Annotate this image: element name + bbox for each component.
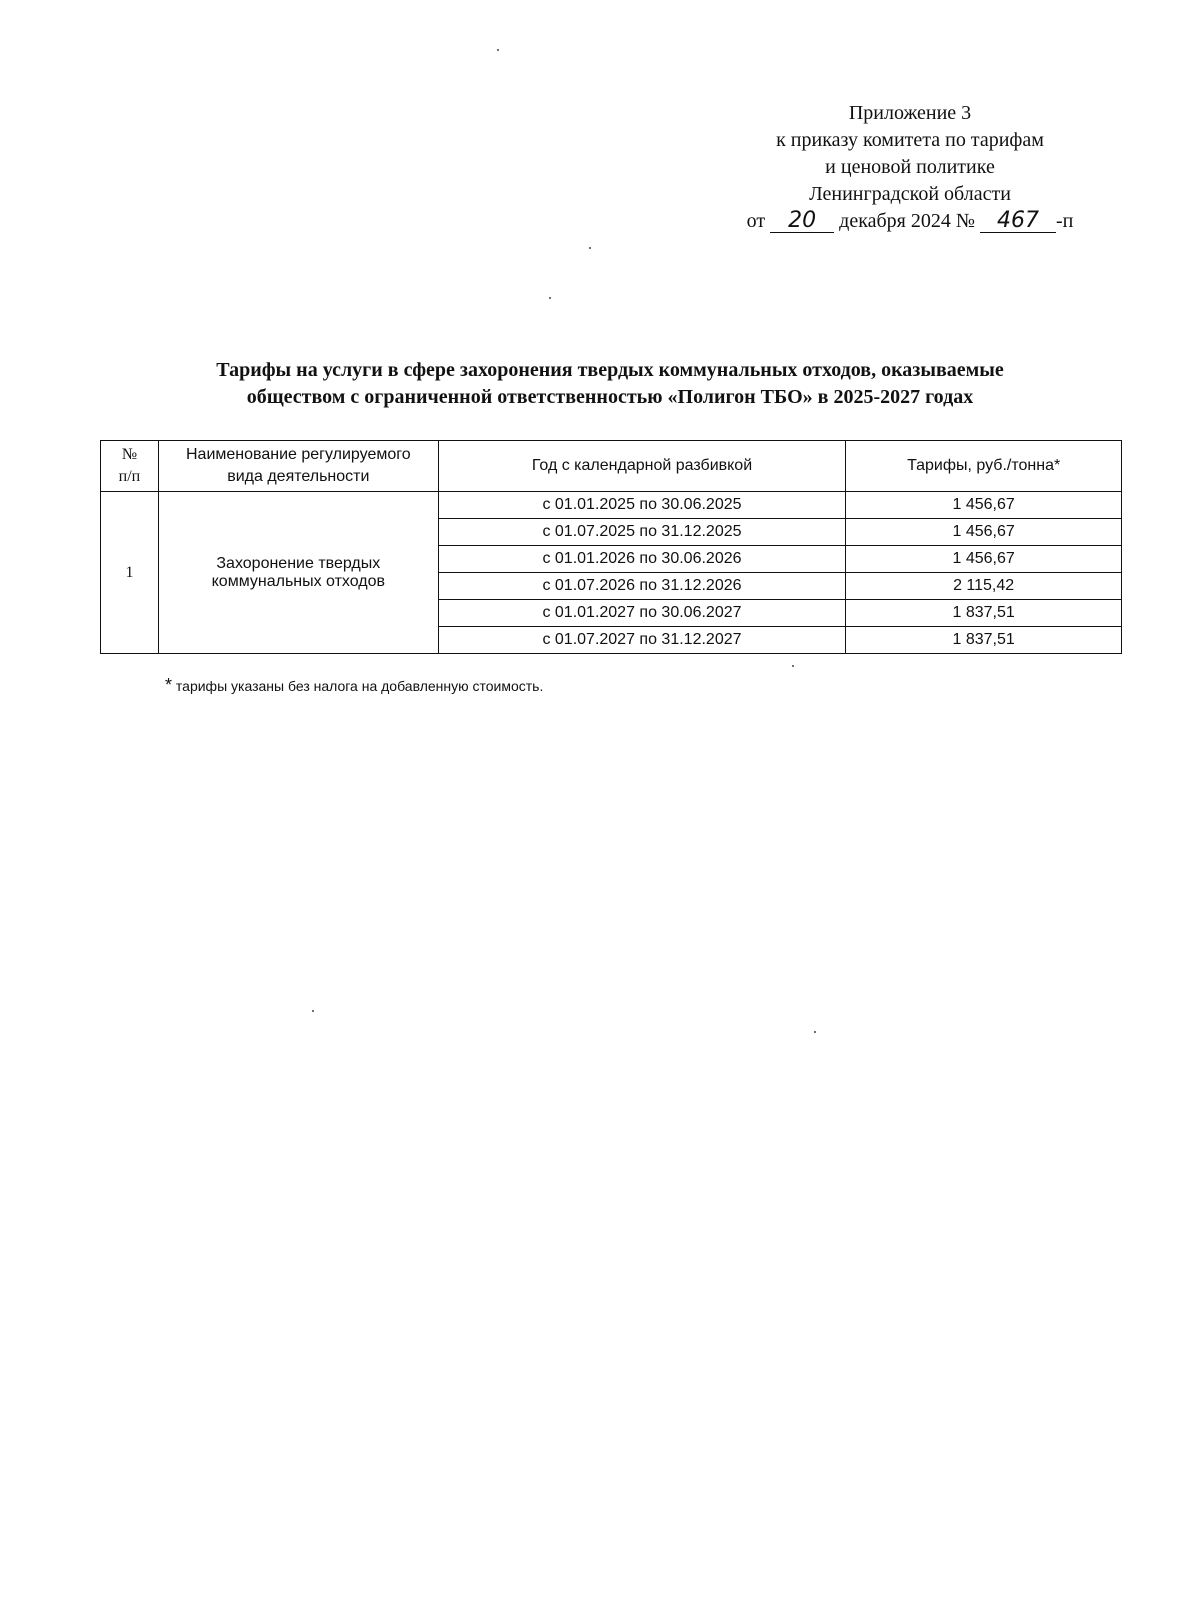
tariff-value-cell: 1 456,67 — [846, 519, 1122, 546]
document-title — [100, 357, 1120, 411]
order-date-line — [700, 208, 1120, 235]
table-row — [101, 492, 1122, 519]
tariff-value-cell: 1 837,51 — [846, 627, 1122, 654]
scan-speck — [497, 49, 499, 51]
period-cell: с 01.01.2027 по 30.06.2027 — [438, 600, 846, 627]
scan-speck — [312, 1010, 314, 1012]
period-cell: с 01.01.2026 по 30.06.2026 — [438, 546, 846, 573]
scan-speck — [589, 247, 591, 249]
header-tariff: Тарифы, руб./тонна* — [846, 441, 1122, 492]
order-suffix: -п — [1055, 210, 1074, 232]
date-prefix: от — [746, 210, 766, 232]
row-number-cell: 1 — [101, 492, 159, 654]
title-line-2: обществом с ограниченной ответственностью «Полигон ТБО» в 2025-2027 годах — [246, 386, 974, 408]
handwritten-order-number: 467 — [980, 210, 1056, 233]
period-cell: с 01.07.2027 по 31.12.2027 — [438, 627, 846, 654]
period-cell: с 01.01.2025 по 30.06.2025 — [438, 492, 846, 519]
scan-speck — [814, 1031, 816, 1033]
tariff-value-cell: 2 115,42 — [846, 573, 1122, 600]
header-number: № п/п — [101, 441, 159, 492]
title-line-1: Тарифы на услуги в сфере захоронения твердых коммунальных отходов, оказываемые — [216, 359, 1004, 381]
header-activity: Наименование регулируемого вида деятельности — [158, 441, 438, 492]
tariff-value-cell: 1 456,67 — [846, 546, 1122, 573]
period-cell: с 01.07.2025 по 31.12.2025 — [438, 519, 846, 546]
appendix-title: Приложение 3 — [848, 102, 972, 124]
table-header-row — [101, 441, 1122, 492]
tariff-table — [100, 440, 1122, 654]
footnote-text: тарифы указаны без налога на добавленную стоимость. — [175, 678, 544, 694]
handwritten-day: 20 — [770, 210, 834, 233]
footnote-marker: * — [165, 675, 173, 695]
footnote — [165, 675, 543, 696]
tariff-value-cell: 1 837,51 — [846, 600, 1122, 627]
appendix-committee-line: и ценовой политике — [825, 156, 995, 178]
activity-cell: Захоронение твердых коммунальных отходов — [158, 492, 438, 654]
appendix-order-reference: к приказу комитета по тарифам — [776, 129, 1044, 151]
header-period: Год с календарной разбивкой — [438, 441, 846, 492]
scan-speck — [549, 297, 551, 299]
period-cell: с 01.07.2026 по 31.12.2026 — [438, 573, 846, 600]
date-month-year: декабря 2024 № — [839, 210, 975, 232]
appendix-header — [700, 100, 1120, 235]
tariff-value-cell: 1 456,67 — [846, 492, 1122, 519]
appendix-region-line: Ленинградской области — [809, 183, 1011, 205]
scan-speck — [792, 665, 794, 667]
